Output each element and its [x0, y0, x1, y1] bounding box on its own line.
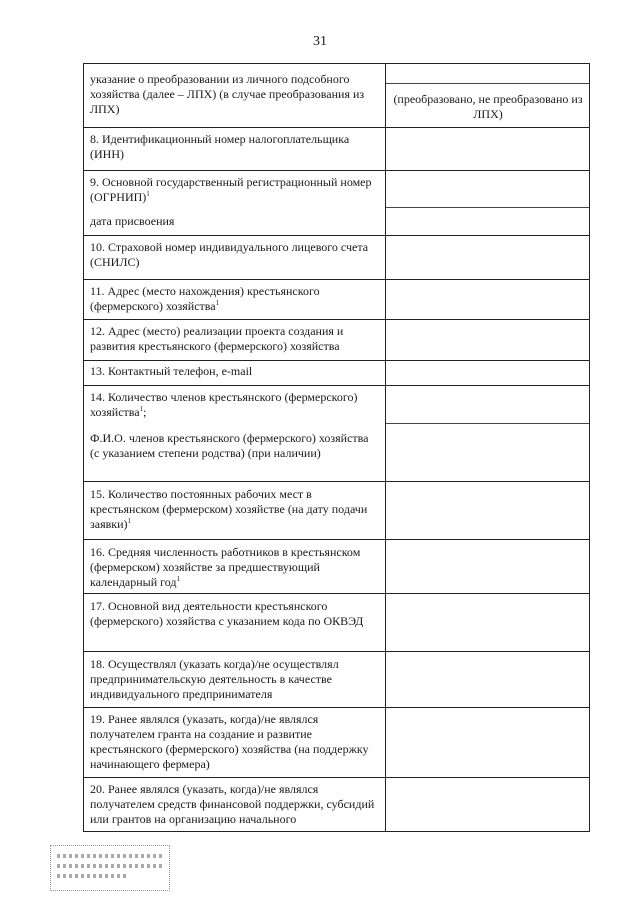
field-label: 20. Ранее являлся (указать, когда)/не являлся получателем средств финансовой поддержки, субсидий или грантов на организацию начального [90, 782, 375, 826]
inn-value-cell[interactable] [386, 127, 590, 170]
field-label: 19. Ранее являлся (указать, когда)/не являлся получателем гранта на создание и развитие крестьянского (фермерского) хозяйства (на поддержку начинающего фермера) [90, 712, 369, 771]
members-names-cell[interactable] [386, 424, 590, 481]
assignment-date-cell[interactable] [386, 208, 590, 235]
field-label: 15. Количество постоянных рабочих мест в крестьянском (фермерском) хозяйстве (на дату подачи заявки)$^1$ [90, 487, 368, 531]
field-label: 13. Контактный телефон, e-mail [90, 364, 253, 378]
field-label: указание о преобразовании из личного подсобного хозяйства (далее – ЛПХ) (в случае преобразования из ЛПХ) [90, 72, 365, 116]
stamp-line [57, 874, 129, 878]
table-row [83, 481, 590, 540]
field-sub-label: Ф.И.О. членов крестьянского (фермерского) хозяйства (с указанием степени родства) (при наличии) [90, 431, 369, 460]
table-row [83, 360, 590, 386]
field-hint: (преобразовано, не преобразовано из ЛПХ) [393, 92, 583, 121]
grant-recipient-cell[interactable] [386, 707, 590, 777]
document-stamp [50, 845, 170, 891]
staff-average-cell[interactable] [386, 539, 590, 593]
table-row [83, 64, 590, 128]
workplaces-value-cell[interactable] [386, 481, 590, 539]
table-row [83, 777, 590, 832]
field-label: 10. Страховой номер индивидуального лицевого счета (СНИЛС) [90, 240, 369, 269]
field-label: 9. Основной государственный регистрационный номер (ОГРНИП)$^1$ [90, 175, 372, 204]
table-row [83, 319, 590, 361]
okved-value-cell[interactable] [386, 593, 590, 651]
ogrnip-value-cell[interactable] [386, 170, 590, 207]
table-row [83, 235, 590, 280]
table-row [83, 593, 590, 652]
entrepreneur-status-cell[interactable] [386, 651, 590, 707]
support-recipient-cell[interactable] [386, 777, 590, 831]
table-row [83, 127, 590, 171]
application-form-table [83, 63, 590, 831]
table-row [83, 539, 590, 594]
field-label: 18. Осуществлял (указать когда)/не осуществлял предпринимательскую деятельность в качестве индивидуального предпринимателя [90, 657, 339, 701]
members-count-cell[interactable] [386, 385, 590, 423]
field-label: 8. Идентификационный номер налогоплательщика (ИНН) [90, 132, 350, 161]
table-row [83, 651, 590, 708]
field-label: 16. Средняя численность работников в крестьянском (фермерском) хозяйстве за предшествующий календарный год$^1$ [90, 545, 361, 589]
snils-value-cell[interactable] [386, 235, 590, 279]
field-label: 17. Основной вид деятельности крестьянского (фермерского) хозяйства с указанием кода по ОКВЭД [90, 599, 364, 628]
table-row [83, 707, 590, 778]
table-row [83, 170, 590, 236]
contact-value-cell[interactable] [386, 360, 590, 385]
answer-line [386, 83, 590, 84]
table-row [83, 385, 590, 482]
field-label: 11. Адрес (место нахождения) крестьянского (фермерского) хозяйства$^1$ [90, 284, 320, 313]
stamp-line [57, 854, 163, 858]
field-label: 12. Адрес (место) реализации проекта создания и развития крестьянского (фермерского) хозяйства [90, 324, 344, 353]
page-number: 31 [313, 34, 327, 49]
table-row [83, 279, 590, 320]
address-value-cell[interactable] [386, 279, 590, 319]
field-sub-label: дата присвоения [90, 214, 175, 228]
project-address-value-cell[interactable] [386, 319, 590, 360]
field-label: 14. Количество членов крестьянского (фермерского) хозяйства$^1$; [90, 390, 358, 419]
stamp-line [57, 864, 163, 868]
